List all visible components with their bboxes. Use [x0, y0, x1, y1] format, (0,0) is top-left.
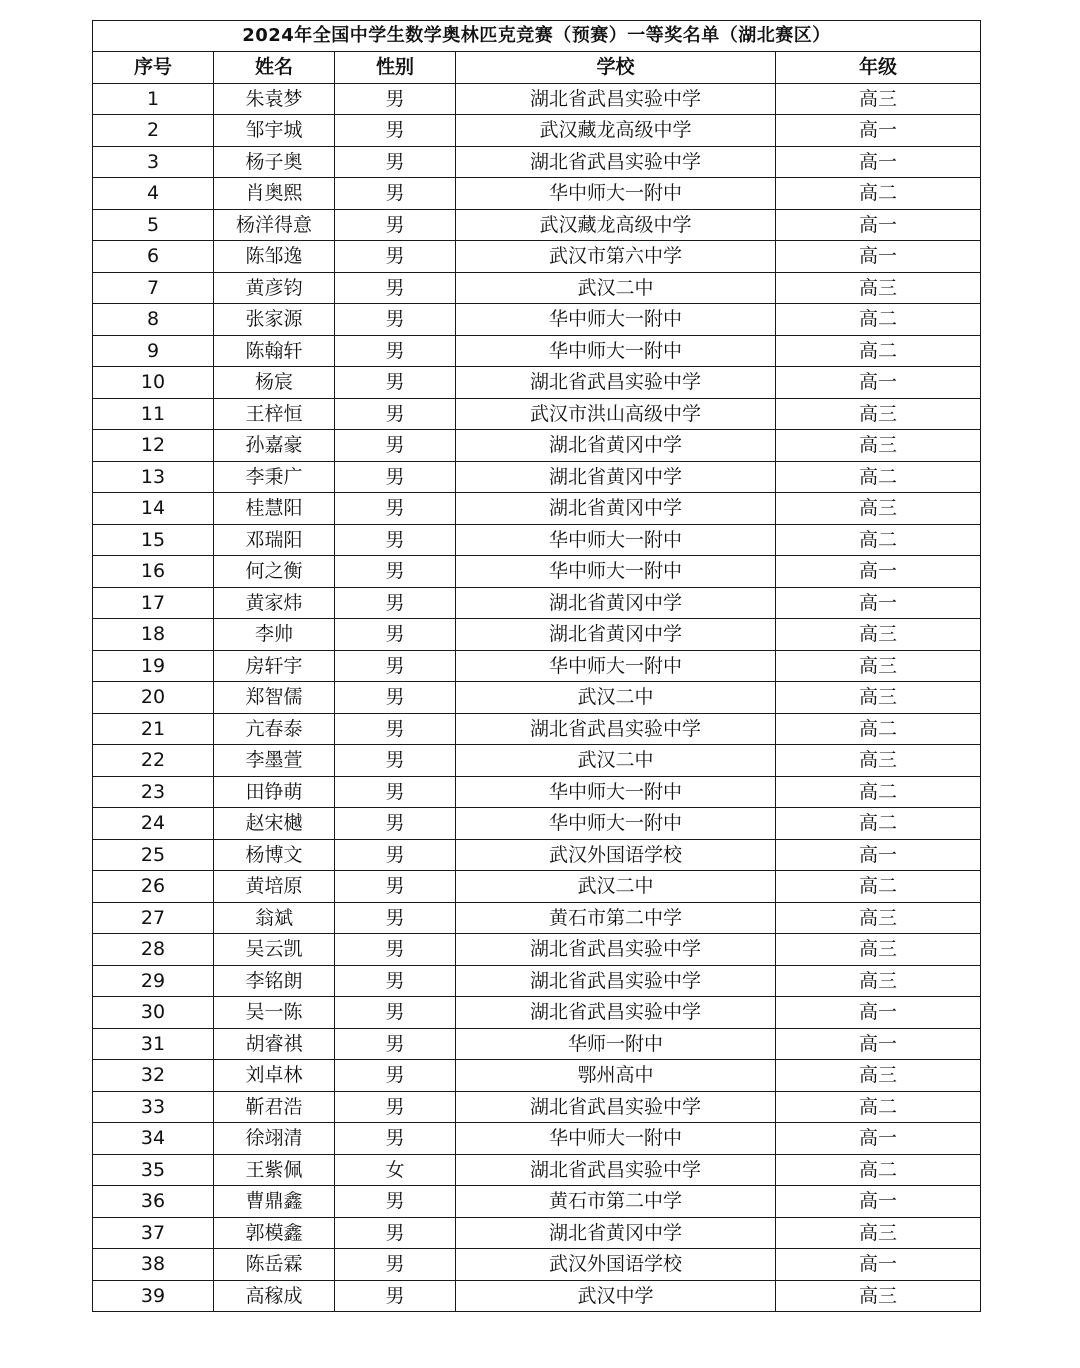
table-row	[93, 1154, 981, 1186]
cell-grade: 高二	[776, 335, 981, 367]
cell-grade: 高二	[776, 178, 981, 210]
cell-gender: 男	[335, 839, 456, 871]
table-row	[93, 524, 981, 556]
header-row	[93, 52, 981, 84]
table-row	[93, 1280, 981, 1312]
cell-no: 2	[93, 115, 214, 147]
table-body	[93, 83, 981, 1312]
table-row	[93, 115, 981, 147]
cell-school: 湖北省黄冈中学	[456, 587, 776, 619]
cell-name: 靳君浩	[214, 1091, 335, 1123]
cell-name: 陈翰轩	[214, 335, 335, 367]
cell-gender: 男	[335, 83, 456, 115]
cell-grade: 高三	[776, 83, 981, 115]
cell-school: 湖北省武昌实验中学	[456, 713, 776, 745]
cell-grade: 高二	[776, 304, 981, 336]
cell-gender: 男	[335, 304, 456, 336]
cell-name: 吴一陈	[214, 997, 335, 1029]
cell-name: 翁斌	[214, 902, 335, 934]
cell-no: 23	[93, 776, 214, 808]
cell-gender: 男	[335, 1280, 456, 1312]
cell-school: 武汉市洪山高级中学	[456, 398, 776, 430]
cell-name: 郑智儒	[214, 682, 335, 714]
cell-gender: 男	[335, 902, 456, 934]
cell-gender: 男	[335, 965, 456, 997]
cell-name: 郭模鑫	[214, 1217, 335, 1249]
cell-grade: 高一	[776, 1028, 981, 1060]
cell-gender: 男	[335, 808, 456, 840]
cell-grade: 高二	[776, 524, 981, 556]
cell-name: 朱袁梦	[214, 83, 335, 115]
cell-gender: 男	[335, 776, 456, 808]
cell-gender: 男	[335, 682, 456, 714]
cell-school: 华中师大一附中	[456, 650, 776, 682]
cell-name: 肖奥熙	[214, 178, 335, 210]
cell-school: 黄石市第二中学	[456, 902, 776, 934]
cell-gender: 男	[335, 493, 456, 525]
cell-no: 27	[93, 902, 214, 934]
cell-grade: 高二	[776, 1091, 981, 1123]
cell-grade: 高二	[776, 713, 981, 745]
cell-name: 房轩宇	[214, 650, 335, 682]
cell-school: 鄂州高中	[456, 1060, 776, 1092]
cell-name: 何之衡	[214, 556, 335, 588]
cell-no: 10	[93, 367, 214, 399]
table-title: 2024年全国中学生数学奥林匹克竞赛（预赛）一等奖名单（湖北赛区）	[93, 21, 981, 52]
cell-school: 华中师大一附中	[456, 556, 776, 588]
cell-no: 18	[93, 619, 214, 651]
cell-gender: 男	[335, 178, 456, 210]
cell-school: 湖北省武昌实验中学	[456, 83, 776, 115]
cell-name: 张家源	[214, 304, 335, 336]
cell-gender: 男	[335, 871, 456, 903]
cell-name: 李秉广	[214, 461, 335, 493]
cell-no: 29	[93, 965, 214, 997]
cell-gender: 男	[335, 209, 456, 241]
cell-no: 3	[93, 146, 214, 178]
cell-no: 15	[93, 524, 214, 556]
cell-school: 湖北省黄冈中学	[456, 430, 776, 462]
cell-name: 杨洋得意	[214, 209, 335, 241]
cell-no: 31	[93, 1028, 214, 1060]
cell-grade: 高一	[776, 1249, 981, 1281]
table-row	[93, 241, 981, 273]
table-row	[93, 839, 981, 871]
table-row	[93, 556, 981, 588]
cell-gender: 男	[335, 1028, 456, 1060]
cell-school: 武汉二中	[456, 871, 776, 903]
cell-gender: 男	[335, 1217, 456, 1249]
cell-grade: 高三	[776, 965, 981, 997]
cell-school: 湖北省黄冈中学	[456, 493, 776, 525]
cell-gender: 男	[335, 619, 456, 651]
header-school: 学校	[456, 52, 776, 84]
table-row	[93, 1091, 981, 1123]
table-row	[93, 934, 981, 966]
cell-grade: 高一	[776, 997, 981, 1029]
table-row	[93, 587, 981, 619]
cell-grade: 高一	[776, 587, 981, 619]
table-row	[93, 1186, 981, 1218]
cell-name: 李铭朗	[214, 965, 335, 997]
cell-gender: 男	[335, 461, 456, 493]
table-row	[93, 398, 981, 430]
cell-grade: 高二	[776, 808, 981, 840]
cell-name: 吴云凯	[214, 934, 335, 966]
cell-name: 胡睿祺	[214, 1028, 335, 1060]
cell-name: 赵宋樾	[214, 808, 335, 840]
table-row	[93, 304, 981, 336]
cell-school: 武汉外国语学校	[456, 839, 776, 871]
cell-no: 32	[93, 1060, 214, 1092]
cell-name: 刘卓林	[214, 1060, 335, 1092]
cell-school: 武汉藏龙高级中学	[456, 115, 776, 147]
cell-name: 高稼成	[214, 1280, 335, 1312]
cell-grade: 高三	[776, 682, 981, 714]
cell-grade: 高三	[776, 430, 981, 462]
cell-grade: 高三	[776, 1217, 981, 1249]
cell-gender: 男	[335, 650, 456, 682]
cell-name: 李墨萱	[214, 745, 335, 777]
cell-grade: 高三	[776, 650, 981, 682]
cell-school: 湖北省黄冈中学	[456, 461, 776, 493]
cell-school: 武汉二中	[456, 745, 776, 777]
table-row	[93, 965, 981, 997]
cell-gender: 男	[335, 1249, 456, 1281]
table-row	[93, 808, 981, 840]
cell-school: 武汉中学	[456, 1280, 776, 1312]
cell-school: 黄石市第二中学	[456, 1186, 776, 1218]
cell-gender: 男	[335, 745, 456, 777]
cell-gender: 男	[335, 241, 456, 273]
cell-name: 杨子奥	[214, 146, 335, 178]
cell-no: 39	[93, 1280, 214, 1312]
cell-grade: 高二	[776, 776, 981, 808]
cell-grade: 高一	[776, 839, 981, 871]
cell-grade: 高三	[776, 1280, 981, 1312]
cell-school: 华中师大一附中	[456, 776, 776, 808]
cell-name: 王梓恒	[214, 398, 335, 430]
cell-name: 徐翊清	[214, 1123, 335, 1155]
cell-school: 华中师大一附中	[456, 524, 776, 556]
cell-grade: 高二	[776, 461, 981, 493]
cell-school: 华中师大一附中	[456, 335, 776, 367]
cell-no: 1	[93, 83, 214, 115]
cell-school: 湖北省黄冈中学	[456, 619, 776, 651]
table-row	[93, 1060, 981, 1092]
cell-grade: 高一	[776, 241, 981, 273]
cell-no: 17	[93, 587, 214, 619]
cell-grade: 高三	[776, 745, 981, 777]
cell-gender: 男	[335, 115, 456, 147]
cell-school: 华中师大一附中	[456, 1123, 776, 1155]
cell-grade: 高三	[776, 934, 981, 966]
cell-no: 6	[93, 241, 214, 273]
cell-no: 19	[93, 650, 214, 682]
cell-school: 华中师大一附中	[456, 808, 776, 840]
cell-gender: 男	[335, 934, 456, 966]
title-row	[93, 21, 981, 52]
cell-grade: 高三	[776, 272, 981, 304]
table-row	[93, 902, 981, 934]
header-no: 序号	[93, 52, 214, 84]
cell-grade: 高一	[776, 1186, 981, 1218]
cell-gender: 男	[335, 587, 456, 619]
cell-name: 陈邹逸	[214, 241, 335, 273]
cell-no: 30	[93, 997, 214, 1029]
cell-grade: 高三	[776, 619, 981, 651]
cell-no: 25	[93, 839, 214, 871]
table-row	[93, 713, 981, 745]
cell-school: 武汉二中	[456, 272, 776, 304]
cell-gender: 男	[335, 1060, 456, 1092]
table-row	[93, 430, 981, 462]
cell-gender: 女	[335, 1154, 456, 1186]
cell-gender: 男	[335, 272, 456, 304]
cell-school: 华师一附中	[456, 1028, 776, 1060]
table-row	[93, 871, 981, 903]
cell-gender: 男	[335, 335, 456, 367]
cell-grade: 高一	[776, 209, 981, 241]
table-row	[93, 682, 981, 714]
table-row	[93, 1123, 981, 1155]
cell-gender: 男	[335, 524, 456, 556]
cell-no: 28	[93, 934, 214, 966]
cell-gender: 男	[335, 1091, 456, 1123]
table-row	[93, 619, 981, 651]
cell-grade: 高一	[776, 556, 981, 588]
cell-name: 黄彦钧	[214, 272, 335, 304]
cell-school: 湖北省黄冈中学	[456, 1217, 776, 1249]
cell-school: 湖北省武昌实验中学	[456, 934, 776, 966]
table-row	[93, 367, 981, 399]
cell-no: 35	[93, 1154, 214, 1186]
cell-gender: 男	[335, 1123, 456, 1155]
cell-name: 陈岳霖	[214, 1249, 335, 1281]
table-row	[93, 1028, 981, 1060]
cell-gender: 男	[335, 997, 456, 1029]
cell-no: 9	[93, 335, 214, 367]
cell-no: 21	[93, 713, 214, 745]
cell-name: 杨博文	[214, 839, 335, 871]
cell-school: 湖北省武昌实验中学	[456, 1154, 776, 1186]
cell-grade: 高三	[776, 398, 981, 430]
cell-name: 桂慧阳	[214, 493, 335, 525]
table-row	[93, 209, 981, 241]
cell-grade: 高一	[776, 1123, 981, 1155]
cell-gender: 男	[335, 430, 456, 462]
cell-name: 曹鼎鑫	[214, 1186, 335, 1218]
cell-gender: 男	[335, 146, 456, 178]
cell-grade: 高一	[776, 115, 981, 147]
cell-name: 杨宸	[214, 367, 335, 399]
table-row	[93, 83, 981, 115]
cell-name: 黄培原	[214, 871, 335, 903]
cell-no: 37	[93, 1217, 214, 1249]
table-row	[93, 745, 981, 777]
cell-no: 33	[93, 1091, 214, 1123]
cell-gender: 男	[335, 398, 456, 430]
cell-grade: 高二	[776, 871, 981, 903]
cell-name: 邹宇城	[214, 115, 335, 147]
table-row	[93, 146, 981, 178]
cell-gender: 男	[335, 1186, 456, 1218]
header-gender: 性别	[335, 52, 456, 84]
table-row	[93, 493, 981, 525]
cell-grade: 高三	[776, 902, 981, 934]
cell-grade: 高三	[776, 493, 981, 525]
table-row	[93, 461, 981, 493]
cell-school: 武汉外国语学校	[456, 1249, 776, 1281]
cell-gender: 男	[335, 713, 456, 745]
cell-school: 武汉二中	[456, 682, 776, 714]
cell-school: 武汉藏龙高级中学	[456, 209, 776, 241]
cell-no: 24	[93, 808, 214, 840]
table-row	[93, 1217, 981, 1249]
cell-school: 华中师大一附中	[456, 304, 776, 336]
table-row	[93, 776, 981, 808]
cell-gender: 男	[335, 367, 456, 399]
cell-grade: 高二	[776, 1154, 981, 1186]
cell-name: 亢春泰	[214, 713, 335, 745]
cell-school: 华中师大一附中	[456, 178, 776, 210]
cell-school: 湖北省武昌实验中学	[456, 1091, 776, 1123]
table-row	[93, 1249, 981, 1281]
cell-no: 11	[93, 398, 214, 430]
table-row	[93, 272, 981, 304]
cell-name: 邓瑞阳	[214, 524, 335, 556]
cell-no: 34	[93, 1123, 214, 1155]
cell-school: 武汉市第六中学	[456, 241, 776, 273]
cell-name: 孙嘉豪	[214, 430, 335, 462]
table-row	[93, 997, 981, 1029]
cell-no: 13	[93, 461, 214, 493]
award-list-table	[92, 20, 981, 1312]
cell-school: 湖北省武昌实验中学	[456, 965, 776, 997]
cell-no: 36	[93, 1186, 214, 1218]
cell-name: 李帅	[214, 619, 335, 651]
cell-school: 湖北省武昌实验中学	[456, 367, 776, 399]
cell-name: 田铮萌	[214, 776, 335, 808]
cell-name: 黄家炜	[214, 587, 335, 619]
cell-no: 26	[93, 871, 214, 903]
cell-no: 8	[93, 304, 214, 336]
cell-no: 4	[93, 178, 214, 210]
table-row	[93, 335, 981, 367]
cell-no: 12	[93, 430, 214, 462]
cell-grade: 高三	[776, 1060, 981, 1092]
cell-grade: 高一	[776, 367, 981, 399]
header-name: 姓名	[214, 52, 335, 84]
cell-school: 湖北省武昌实验中学	[456, 146, 776, 178]
cell-gender: 男	[335, 556, 456, 588]
cell-grade: 高一	[776, 146, 981, 178]
cell-school: 湖北省武昌实验中学	[456, 997, 776, 1029]
cell-no: 38	[93, 1249, 214, 1281]
cell-no: 14	[93, 493, 214, 525]
cell-no: 20	[93, 682, 214, 714]
header-grade: 年级	[776, 52, 981, 84]
cell-no: 22	[93, 745, 214, 777]
cell-no: 16	[93, 556, 214, 588]
cell-no: 7	[93, 272, 214, 304]
table-row	[93, 178, 981, 210]
cell-no: 5	[93, 209, 214, 241]
cell-name: 王紫佩	[214, 1154, 335, 1186]
table-row	[93, 650, 981, 682]
